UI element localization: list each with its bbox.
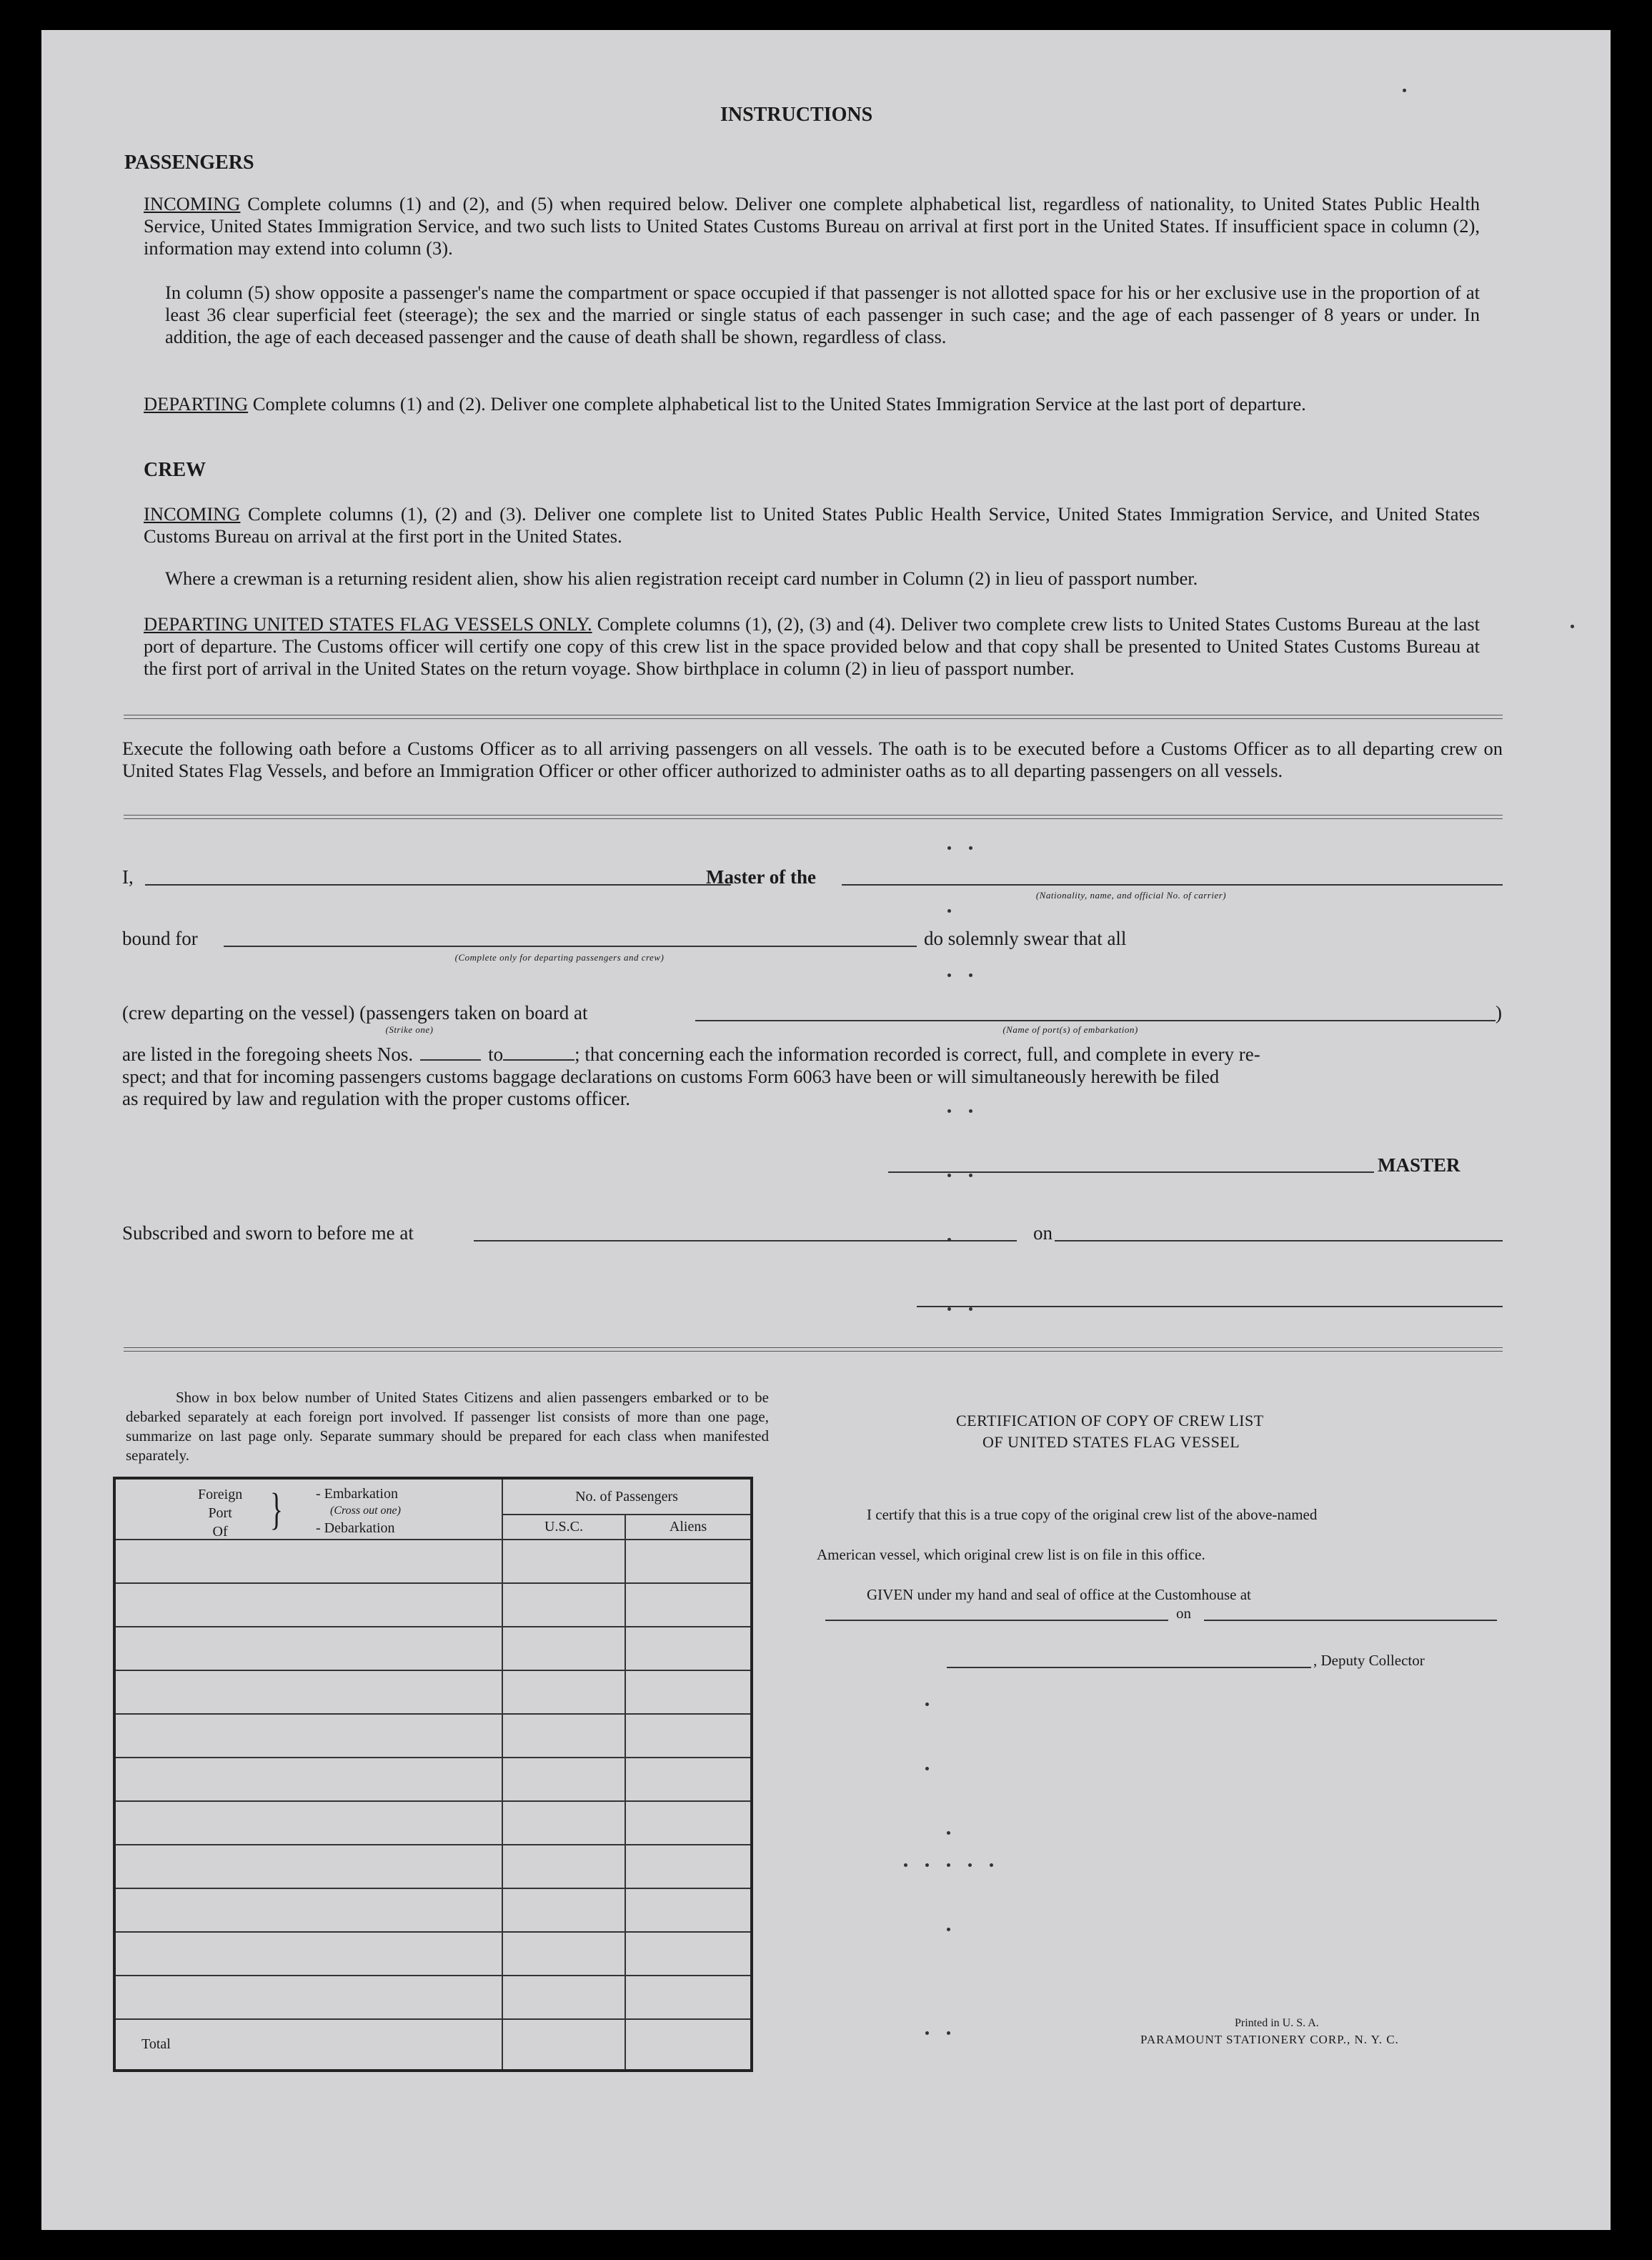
sworn-on-label: on [1033, 1222, 1053, 1244]
port-labels [198, 1485, 242, 1541]
cert-certify-1: I certify that this is a true copy of the original crew list of the above-named [867, 1506, 1318, 1523]
usc-cell[interactable] [502, 1758, 625, 1801]
summary-row [114, 1758, 752, 1801]
scan-speck [1403, 89, 1406, 92]
summary-instructions: Show in box below number of United States Citizens and alien passengers embarked or to be debarked separately at each foreign port involved. If passenger list consists of more than one page, summarize on last page only. Separate summary should be prepared for each class when manifested separately. [126, 1389, 769, 1464]
port-cell[interactable] [114, 1583, 502, 1627]
swear-label: do solemnly swear that all [924, 928, 1127, 949]
passenger-summary-table [113, 1477, 753, 2072]
strike-caption: (Strike one) [385, 1024, 434, 1035]
scan-speck [947, 909, 951, 913]
scan-speck [925, 1767, 929, 1770]
form-sheet [41, 30, 1611, 2230]
master-signature-field[interactable] [888, 1171, 1374, 1173]
total-usc-cell[interactable] [502, 2019, 625, 2071]
crew-departing-text: Complete columns (1), (2), (3) and (4). Deliver two complete crew lists to United States Customs Bureau at the last port of departure. The Customs officer will certify one copy of this crew list in the space provided below and that copy shall be presented to United States Customs Bureau at the first port of arrival in the United States on the return voyage. Show birthplace in column (2) in lieu of passport number. [144, 613, 1480, 679]
deputy-signature-field[interactable] [947, 1667, 1311, 1668]
passengers-departing-text: Complete columns (1) and (2). Deliver one complete alphabetical list to the United States Immigration Service at the last port of departure. [248, 393, 1306, 415]
port-header-cell [114, 1478, 502, 1540]
sworn-place-field[interactable] [474, 1240, 1017, 1241]
aliens-cell[interactable] [625, 1758, 752, 1801]
summary-row [114, 1627, 752, 1670]
aliens-header: Aliens [625, 1515, 752, 1540]
separator-1 [124, 715, 1503, 719]
debarkation-label: - Debarkation [316, 1520, 395, 1536]
scan-speck [947, 1928, 950, 1931]
scan-speck [947, 1831, 950, 1835]
scan-speck [947, 846, 951, 850]
port-label-of: Of [212, 1524, 228, 1540]
separator-2 [124, 815, 1503, 819]
scan-speck [947, 1863, 950, 1867]
sheet-from-field[interactable] [420, 1059, 481, 1061]
scan-speck [947, 2031, 950, 2035]
passengers-heading: PASSENGERS [124, 152, 254, 174]
usc-cell[interactable] [502, 1932, 625, 1976]
cert-certify-2: American vessel, which original crew list is on file in this office. [817, 1546, 1205, 1563]
scan-speck [904, 1863, 907, 1867]
master-name-field[interactable] [145, 884, 731, 886]
bound-for-caption: (Complete only for departing passengers and crew) [454, 952, 665, 963]
summary-row [114, 1845, 752, 1888]
deputy-collector-label: , Deputy Collector [1313, 1652, 1425, 1669]
summary-row [114, 1932, 752, 1976]
embarkation-ports-field[interactable] [695, 1020, 1496, 1021]
to-label: to [488, 1044, 504, 1065]
summary-row [114, 1801, 752, 1845]
aliens-cell[interactable] [625, 1888, 752, 1932]
usc-cell[interactable] [502, 1583, 625, 1627]
crew-departing-label: DEPARTING UNITED STATES FLAG VESSELS ONLY. [144, 613, 592, 635]
crew-heading: CREW [144, 459, 206, 481]
usc-cell[interactable] [502, 1714, 625, 1758]
usc-header: U.S.C. [502, 1515, 625, 1540]
cert-title-2: OF UNITED STATES FLAG VESSEL [982, 1433, 1240, 1451]
crew-departing-paragraph [144, 613, 1480, 680]
listed-line-2: spect; and that for incoming passengers customs baggage declarations on customs Form 6063 have been or will simultaneously herewith be filed [122, 1066, 1220, 1087]
cert-title-1: CERTIFICATION OF COPY OF CREW LIST [956, 1412, 1264, 1429]
crew-incoming-paragraph [144, 503, 1480, 547]
usc-cell[interactable] [502, 1976, 625, 2019]
passengers-incoming-paragraph [144, 193, 1480, 259]
aliens-cell[interactable] [625, 1540, 752, 1583]
bound-for-label: bound for [122, 928, 198, 949]
carrier-caption: (Nationality, name, and official No. of carrier) [1035, 890, 1227, 901]
carrier-field[interactable] [842, 884, 1503, 886]
separator-3 [124, 1347, 1503, 1352]
subscribed-label: Subscribed and sworn to before me at [122, 1222, 414, 1244]
brace-icon: } [269, 1485, 283, 1534]
port-cell[interactable] [114, 1627, 502, 1670]
port-cell[interactable] [114, 1714, 502, 1758]
sheet-to-field[interactable] [503, 1059, 574, 1061]
scan-speck [969, 1307, 972, 1311]
instructions-heading: INSTRUCTIONS [720, 104, 873, 126]
port-cell[interactable] [114, 1801, 502, 1845]
scan-speck [990, 1863, 993, 1867]
total-aliens-cell[interactable] [625, 2019, 752, 2071]
cert-on-label: on [1176, 1605, 1191, 1622]
aliens-cell[interactable] [625, 1845, 752, 1888]
scan-speck [969, 1109, 972, 1113]
usc-cell[interactable] [502, 1670, 625, 1714]
master-of-label: Master of the [706, 866, 816, 888]
passengers-departing-paragraph [144, 393, 1480, 415]
ports-caption: (Name of port(s) of embarkation) [1002, 1024, 1138, 1035]
usc-cell[interactable] [502, 1888, 625, 1932]
usc-cell[interactable] [502, 1627, 625, 1670]
summary-row [114, 1888, 752, 1932]
scan-speck [947, 1307, 951, 1311]
scan-speck [968, 1863, 972, 1867]
sworn-date-field[interactable] [1055, 1240, 1503, 1241]
aliens-cell[interactable] [625, 1932, 752, 1976]
passengers-header: No. of Passengers [502, 1478, 752, 1515]
crew-alien-paragraph: Where a crewman is a returning resident alien, show his alien registration receipt card number in Column (2) in lieu of passport number. [165, 568, 1198, 589]
aliens-cell[interactable] [625, 1583, 752, 1627]
usc-cell[interactable] [502, 1801, 625, 1845]
passengers-incoming-label: INCOMING [144, 193, 241, 214]
scan-speck [947, 1109, 951, 1113]
aliens-cell[interactable] [625, 1801, 752, 1845]
customhouse-field[interactable] [825, 1620, 1168, 1621]
aliens-cell[interactable] [625, 1976, 752, 2019]
summary-row [114, 1583, 752, 1627]
scan-speck [925, 1703, 929, 1706]
close-paren: ) [1496, 1002, 1502, 1024]
embarkation-label: - Embarkation [316, 1486, 398, 1502]
port-cell[interactable] [114, 1845, 502, 1888]
port-label-foreign: Foreign [198, 1487, 243, 1502]
port-cell[interactable] [114, 1888, 502, 1932]
summary-row [114, 1714, 752, 1758]
cross-out-label: (Cross out one) [330, 1505, 401, 1517]
port-cell[interactable] [114, 1670, 502, 1714]
scan-speck [925, 1863, 929, 1867]
port-label-port: Port [208, 1505, 232, 1521]
crew-incoming-label: INCOMING [144, 503, 241, 525]
passengers-column5-paragraph: In column (5) show opposite a passenger's name the compartment or space occupied if that passenger is not allotted space for his or her exclusive use in the proportion of at least 36 clear superficial feet (steerage); the sex and the married or single status of each passenger in such case; and the age of each passenger of 8 years or under. In addition, the age of each deceased passenger and the cause of death shall be shown, regardless of class. [165, 282, 1480, 347]
total-row [114, 2019, 752, 2071]
crew-incoming-text: Complete columns (1), (2) and (3). Deliver one complete list to United States Public Health Service, United States Immigration Service, and United States Customs Bureau on arrival at the first port in the United States. [144, 503, 1480, 547]
cert-date-field[interactable] [1204, 1620, 1497, 1621]
officer-signature-field[interactable] [917, 1306, 1503, 1307]
summary-row [114, 1670, 752, 1714]
emb-deb-labels [316, 1485, 401, 1537]
aliens-cell[interactable] [625, 1714, 752, 1758]
scan-speck [947, 1174, 951, 1177]
scan-speck [947, 973, 951, 977]
port-cell[interactable] [114, 1540, 502, 1583]
printer-name: PARAMOUNT STATIONERY CORP., N. Y. C. [1140, 2033, 1399, 2046]
summary-row [114, 1540, 752, 1583]
summary-row [114, 1976, 752, 2019]
total-label: Total [114, 2019, 502, 2071]
scan-speck [947, 1238, 951, 1241]
usc-cell[interactable] [502, 1540, 625, 1583]
aliens-cell[interactable] [625, 1670, 752, 1714]
aliens-cell[interactable] [625, 1627, 752, 1670]
i-label: I, [122, 866, 134, 888]
passengers-incoming-text: Complete columns (1) and (2), and (5) when required below. Deliver one complete alphabetical list, regardless of nationality, to United States Public Health Service, United States Immigration Service, and two such lists to United States Customs Bureau on arrival at first port in the United States. If insufficient space in column (2), information may extend into column (3). [144, 193, 1480, 259]
scan-speck [969, 1174, 972, 1177]
listed-label [122, 1044, 1260, 1066]
scan-speck [925, 2031, 929, 2035]
listed-rest: ; that concerning each the information recorded is correct, full, and complete in every re- [574, 1044, 1260, 1065]
summary-rows [114, 1540, 752, 2019]
printed-in-usa: Printed in U. S. A. [1235, 2017, 1319, 2029]
port-cell[interactable] [114, 1758, 502, 1801]
scan-speck [969, 973, 972, 977]
scan-speck [969, 846, 972, 850]
listed-text: are listed in the foregoing sheets Nos. [122, 1044, 414, 1065]
port-cell[interactable] [114, 1976, 502, 2019]
passengers-departing-label: DEPARTING [144, 393, 249, 415]
oath-intro: Execute the following oath before a Customs Officer as to all arriving passengers on all vessels. The oath is to be executed before a Customs Officer as to all departing crew on United States Flag Vessels, and before an Immigration Officer or other officer authorized to administer oaths as to all departing passengers on all vessels. [122, 738, 1503, 781]
cert-given: GIVEN under my hand and seal of office at the Customhouse at [867, 1586, 1251, 1603]
master-label: MASTER [1378, 1154, 1461, 1176]
port-cell[interactable] [114, 1932, 502, 1976]
usc-cell[interactable] [502, 1845, 625, 1888]
bound-for-field[interactable] [224, 946, 917, 947]
crew-passengers-label: (crew departing on the vessel) (passengers taken on board at [122, 1002, 588, 1024]
scan-speck [1571, 625, 1574, 628]
listed-line-3: as required by law and regulation with the proper customs officer. [122, 1088, 631, 1109]
